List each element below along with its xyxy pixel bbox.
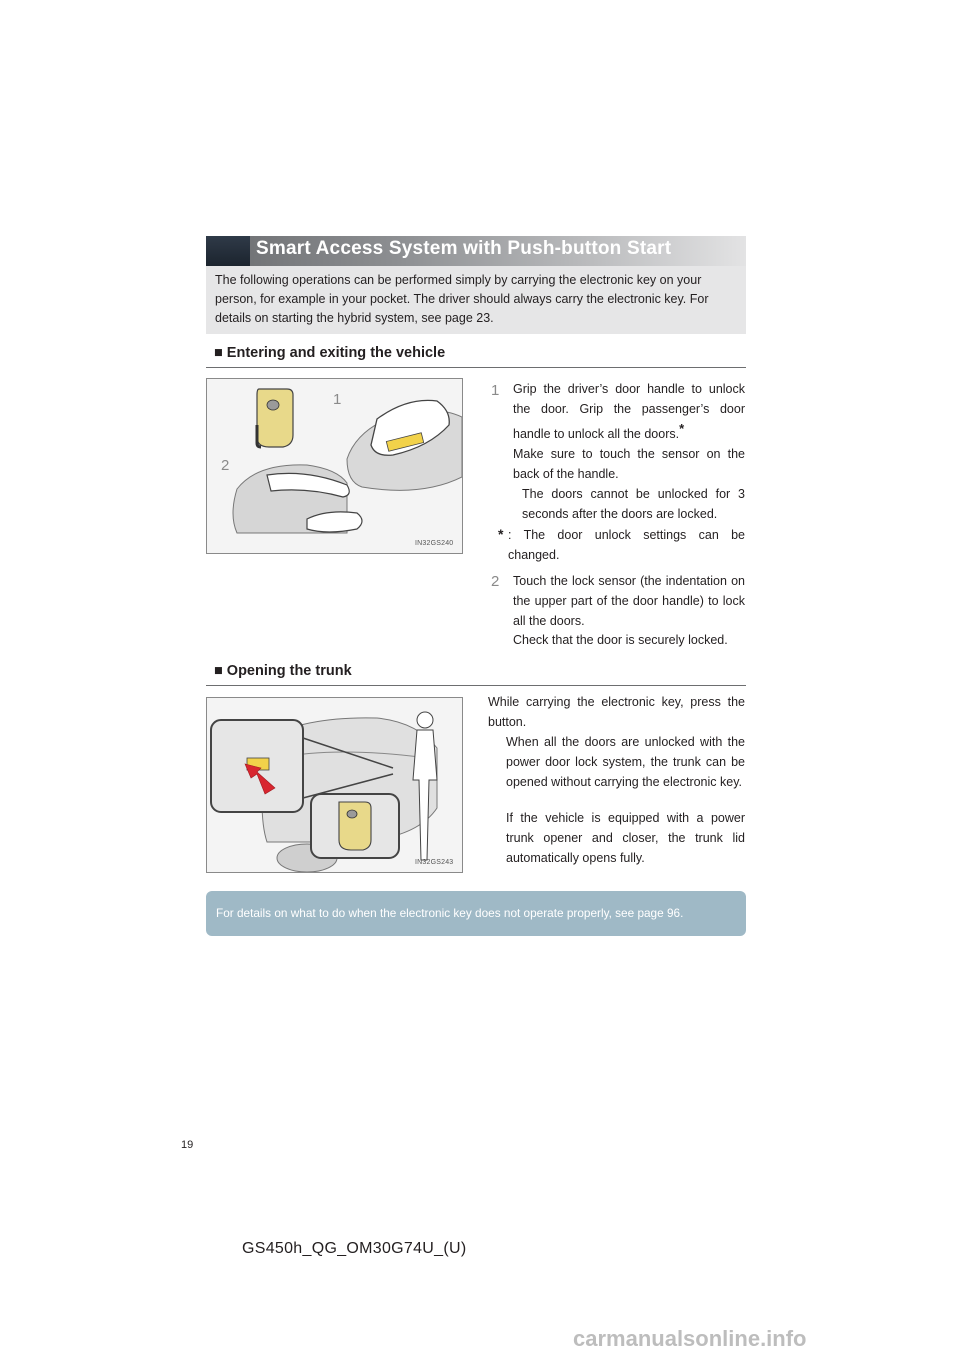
figure-code: IN32GS240 — [415, 540, 454, 547]
section-rule — [206, 685, 746, 686]
electronic-key-inset — [311, 794, 399, 858]
step-1-lock-delay: The doors cannot be unlocked for 3 seconds after the doors are locked. — [522, 487, 745, 521]
square-bullet-icon: ■ — [214, 345, 223, 361]
footnote-mark: * — [498, 526, 504, 542]
trunk-drawing — [207, 698, 462, 872]
trunk-note-unlocked: When all the doors are unlocked with the power door lock system, the trunk can be opened without carrying the electronic key. — [506, 735, 745, 789]
step-1-main: Grip the driver’s door handle to unlock the door. Grip the passenger’s door handle to unlock all the doors. — [513, 382, 745, 442]
step-1-text — [513, 379, 745, 444]
intro-text: The following operations can be performed simply by carrying the electronic key on your person, for example in your pocket. The driver should always carry the electronic key. For details on starting the hybrid system, see page 23. — [215, 273, 709, 325]
page-title: Smart Access System with Push-button Start — [256, 238, 672, 259]
trunk-illustration — [206, 697, 463, 873]
section-heading-entering-label: Entering and exiting the vehicle — [226, 345, 446, 361]
door-handle-illustration — [206, 378, 463, 554]
section-heading-trunk — [214, 663, 352, 679]
callout-1: 1 — [333, 391, 342, 408]
figure-code: IN32GS243 — [415, 859, 454, 866]
section-heading-trunk-label: Opening the trunk — [226, 663, 352, 679]
page-number: 19 — [181, 1139, 194, 1151]
watermark: carmanualsonline.info — [573, 1326, 807, 1351]
callout-2: 2 — [221, 457, 230, 474]
footnote-text: : The door unlock settings can be changed. — [508, 528, 745, 562]
section-rule — [206, 367, 746, 368]
step-1-sensor-note: Make sure to touch the sensor on the back of the handle. — [513, 447, 745, 481]
step-2-text: Touch the lock sensor (the indentation on the upper part of the door handle) to lock all the doors. — [513, 574, 745, 628]
electronic-key-icon — [257, 389, 293, 447]
document-code: GS450h_QG_OM30G74U_(U) — [242, 1240, 467, 1257]
step-2-number: 2 — [491, 573, 500, 590]
trunk-note-power: If the vehicle is equipped with a power trunk opener and closer, the trunk lid automatically opens fully. — [506, 811, 745, 865]
asterisk-mark: * — [679, 421, 685, 436]
section-heading-entering — [214, 345, 445, 361]
square-bullet-icon: ■ — [214, 663, 223, 679]
note-text: For details on what to do when the electronic key does not operate properly, see page 96. — [216, 906, 684, 920]
step-1-number: 1 — [491, 382, 500, 399]
title-tab-marker — [206, 236, 250, 266]
step-2-check: Check that the door is securely locked. — [513, 633, 728, 647]
trunk-instruction: While carrying the electronic key, press the button. — [488, 695, 745, 729]
